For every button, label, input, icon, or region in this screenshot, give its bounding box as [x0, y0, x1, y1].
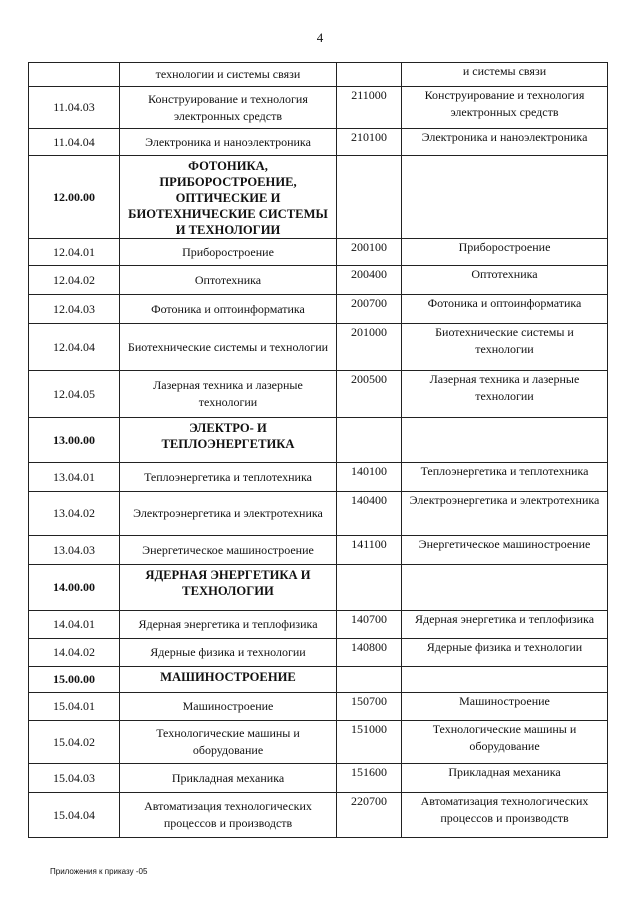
old-name-cell: [402, 667, 608, 693]
table-row: [29, 63, 608, 87]
table-row: [29, 721, 608, 764]
old-name-cell: Теплоэнергетика и теплотехника: [402, 463, 608, 492]
old-code-cell: 151600: [337, 764, 402, 793]
old-code-cell: 140700: [337, 611, 402, 639]
code-cell: 14.04.01: [29, 611, 120, 639]
old-name-cell: Электроника и наноэлектроника: [402, 129, 608, 156]
old-name-cell: Энергетическое машиностроение: [402, 536, 608, 565]
name-cell: Лазерная техника и лазерные технологии: [120, 371, 337, 418]
table-row: [29, 536, 608, 565]
code-cell: 12.04.03: [29, 295, 120, 324]
code-cell: 15.00.00: [29, 667, 120, 693]
old-code-cell: [337, 418, 402, 463]
old-code-cell: 200500: [337, 371, 402, 418]
code-cell: 12.04.01: [29, 239, 120, 266]
old-name-cell: Прикладная механика: [402, 764, 608, 793]
old-code-cell: [337, 565, 402, 611]
code-cell: 11.04.03: [29, 87, 120, 129]
section-row: [29, 667, 608, 693]
code-cell: 11.04.04: [29, 129, 120, 156]
old-code-cell: 151000: [337, 721, 402, 764]
name-cell: технологии и системы связи: [120, 63, 337, 87]
table-row: [29, 371, 608, 418]
name-cell: Конструирование и технология электронных средств: [120, 87, 337, 129]
name-cell: Ядерная энергетика и теплофизика: [120, 611, 337, 639]
old-code-cell: 140100: [337, 463, 402, 492]
old-name-cell: Приборостроение: [402, 239, 608, 266]
table-row: [29, 492, 608, 536]
table-row: [29, 239, 608, 266]
old-name-cell: Технологические машины и оборудование: [402, 721, 608, 764]
name-cell: Электроника и наноэлектроника: [120, 129, 337, 156]
name-cell: Прикладная механика: [120, 764, 337, 793]
code-cell: 13.00.00: [29, 418, 120, 463]
old-code-cell: 150700: [337, 693, 402, 721]
code-cell: 12.04.05: [29, 371, 120, 418]
old-name-cell: [402, 565, 608, 611]
section-row: [29, 418, 608, 463]
old-name-cell: Биотехнические системы и технологии: [402, 324, 608, 371]
old-name-cell: Автоматизация технологических процессов и производств: [402, 793, 608, 838]
table-row: [29, 87, 608, 129]
section-row: [29, 565, 608, 611]
old-code-cell: [337, 667, 402, 693]
name-cell: Автоматизация технологических процессов и производств: [120, 793, 337, 838]
code-cell: 12.00.00: [29, 156, 120, 239]
old-name-cell: Фотоника и оптоинформатика: [402, 295, 608, 324]
old-code-cell: 211000: [337, 87, 402, 129]
table-row: [29, 295, 608, 324]
page-number: 4: [316, 30, 324, 45]
section-row: [29, 156, 608, 239]
old-code-cell: [337, 63, 402, 87]
name-cell: ФОТОНИКА, ПРИБОРОСТРОЕНИЕ, ОПТИЧЕСКИЕ И БИОТЕХНИЧЕСКИЕ СИСТЕМЫ И ТЕХНОЛОГИИ: [120, 156, 337, 239]
table-body: [29, 63, 608, 838]
old-name-cell: Электроэнергетика и электротехника: [402, 492, 608, 536]
code-cell: 13.04.01: [29, 463, 120, 492]
old-name-cell: и системы связи: [402, 63, 608, 87]
old-name-cell: Машиностроение: [402, 693, 608, 721]
old-name-cell: Оптотехника: [402, 266, 608, 295]
code-cell: 12.04.04: [29, 324, 120, 371]
code-cell: 14.00.00: [29, 565, 120, 611]
code-cell: 14.04.02: [29, 639, 120, 667]
footer-note: Приложения к приказу -05: [50, 867, 148, 876]
old-code-cell: 200400: [337, 266, 402, 295]
code-cell: 15.04.02: [29, 721, 120, 764]
old-code-cell: 210100: [337, 129, 402, 156]
name-cell: Теплоэнергетика и теплотехника: [120, 463, 337, 492]
table-row: [29, 693, 608, 721]
code-cell: 15.04.03: [29, 764, 120, 793]
name-cell: Биотехнические системы и технологии: [120, 324, 337, 371]
old-code-cell: 140800: [337, 639, 402, 667]
name-cell: Машиностроение: [120, 693, 337, 721]
old-name-cell: [402, 156, 608, 239]
old-code-cell: 200100: [337, 239, 402, 266]
old-code-cell: 201000: [337, 324, 402, 371]
old-code-cell: 220700: [337, 793, 402, 838]
code-cell: 15.04.04: [29, 793, 120, 838]
table-row: [29, 793, 608, 838]
name-cell: Оптотехника: [120, 266, 337, 295]
name-cell: Электроэнергетика и электротехника: [120, 492, 337, 536]
old-name-cell: Ядерная энергетика и теплофизика: [402, 611, 608, 639]
table-row: [29, 639, 608, 667]
name-cell: ЭЛЕКТРО- И ТЕПЛОЭНЕРГЕТИКА: [120, 418, 337, 463]
old-name-cell: [402, 418, 608, 463]
old-code-cell: [337, 156, 402, 239]
name-cell: Энергетическое машиностроение: [120, 536, 337, 565]
code-cell: [29, 63, 120, 87]
old-name-cell: Лазерная техника и лазерные технологии: [402, 371, 608, 418]
table-row: [29, 324, 608, 371]
old-code-cell: 200700: [337, 295, 402, 324]
old-code-cell: 140400: [337, 492, 402, 536]
name-cell: Фотоника и оптоинформатика: [120, 295, 337, 324]
table-row: [29, 611, 608, 639]
name-cell: ЯДЕРНАЯ ЭНЕРГЕТИКА И ТЕХНОЛОГИИ: [120, 565, 337, 611]
code-cell: 13.04.02: [29, 492, 120, 536]
table-row: [29, 266, 608, 295]
code-cell: 15.04.01: [29, 693, 120, 721]
table-row: [29, 463, 608, 492]
table-row: [29, 129, 608, 156]
specialty-table: [28, 62, 608, 838]
old-name-cell: Ядерные физика и технологии: [402, 639, 608, 667]
name-cell: МАШИНОСТРОЕНИЕ: [120, 667, 337, 693]
code-cell: 12.04.02: [29, 266, 120, 295]
table-row: [29, 764, 608, 793]
name-cell: Технологические машины и оборудование: [120, 721, 337, 764]
name-cell: Ядерные физика и технологии: [120, 639, 337, 667]
old-name-cell: Конструирование и технология электронных средств: [402, 87, 608, 129]
code-cell: 13.04.03: [29, 536, 120, 565]
old-code-cell: 141100: [337, 536, 402, 565]
name-cell: Приборостроение: [120, 239, 337, 266]
